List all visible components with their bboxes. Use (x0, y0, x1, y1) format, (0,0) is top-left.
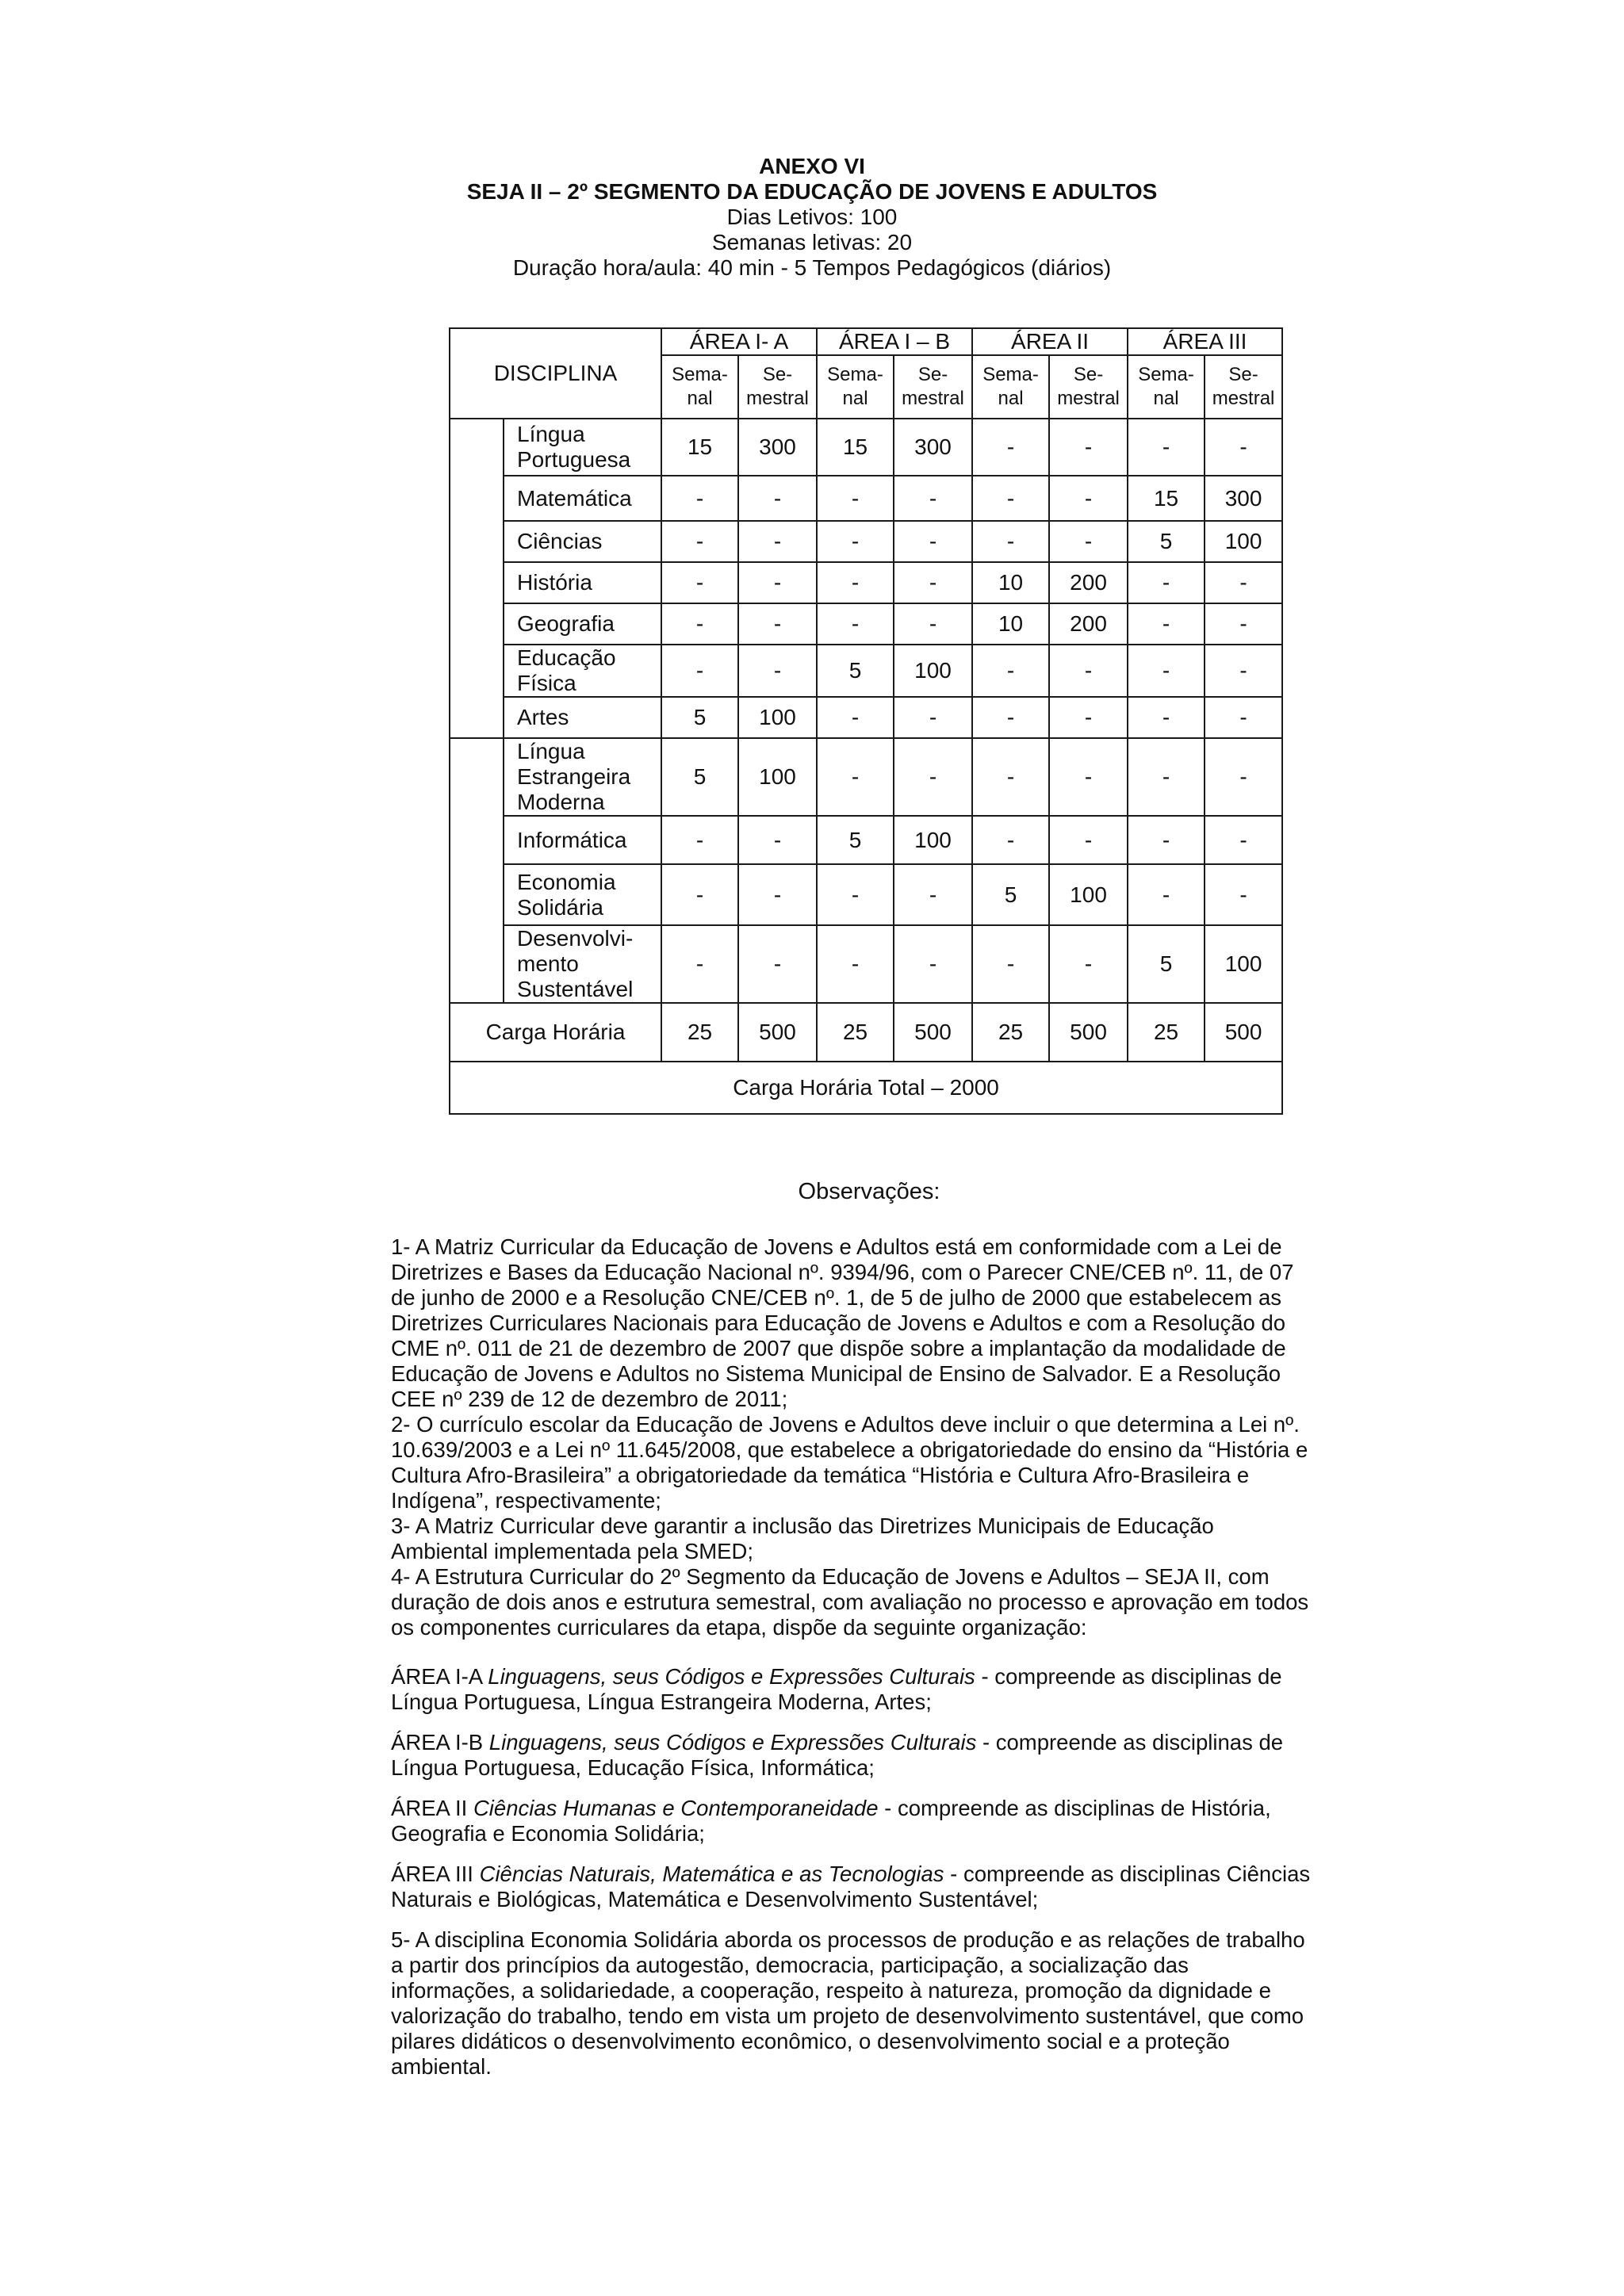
area-rest: - compreende as disciplinas Ciências Naturais e Biológicas, Matemática e Desenvolvimento Sustentável; (391, 1862, 1311, 1911)
hours-cell: - (1049, 925, 1128, 1003)
annex-subtitle: SEJA II – 2º SEGMENTO DA EDUCAÇÃO DE JOVENS E ADULTOS (466, 179, 1158, 204)
curriculum-matrix-table (449, 327, 1283, 1115)
hours-cell: - (738, 521, 817, 562)
discipline-name: Língua Estrangeira Moderna (504, 738, 661, 816)
hours-cell: - (1049, 476, 1128, 521)
semanal-subheader: Sema- nal (972, 355, 1049, 419)
table-row (450, 419, 1282, 476)
school-days: Dias Letivos: 100 (726, 205, 898, 229)
hours-cell: - (661, 521, 738, 562)
discipline-name: Artes (504, 697, 661, 738)
hours-cell: - (894, 476, 972, 521)
discipline-name: Informática (504, 816, 661, 864)
semanal-subheader: Sema- nal (1128, 355, 1205, 419)
area-definitions (391, 1664, 1331, 2080)
area-rest: - compreende as disciplinas de História, Geografia e Economia Solidária; (391, 1796, 1271, 1846)
discipline-name: Língua Portuguesa (504, 419, 661, 476)
table-row (450, 864, 1282, 925)
hours-cell: - (661, 645, 738, 697)
hours-cell: - (972, 738, 1049, 816)
hours-cell: - (661, 603, 738, 645)
observation-5-text: 5- A disciplina Economia Solidária aborda os processos de produção e as relações de trabalho a partir dos princípios da autogestão, democracia, participação, a socialização das informações, a solidariedade, a cooperação, respeito à natureza, promoção da dignidade e valorização do trabalho, tendo em vista um projeto de desenvolvimento sustentável, que como pilares didáticos o desenvolvimento econômico, o desenvolvimento social e a proteção ambiental. (391, 1927, 1305, 2079)
area-label: ÁREA I-A (391, 1664, 488, 1689)
area-rest: - compreende as disciplinas de Língua Portuguesa, Língua Estrangeira Moderna, Artes; (391, 1664, 1282, 1714)
hours-cell: - (894, 925, 972, 1003)
hours-cell: - (894, 562, 972, 603)
hours-cell: - (738, 562, 817, 603)
discipline-name: Economia Solidária (504, 864, 661, 925)
area-header: ÁREA I – B (817, 328, 972, 355)
hours-cell: 15 (1128, 476, 1205, 521)
discipline-name: Matemática (504, 476, 661, 521)
hours-cell: - (972, 697, 1049, 738)
hours-cell: - (1128, 697, 1205, 738)
area-header: ÁREA I- A (661, 328, 817, 355)
semanal-subheader: Sema- nal (661, 355, 738, 419)
hours-cell: 300 (738, 419, 817, 476)
hours-cell: 100 (894, 816, 972, 864)
hours-cell: - (738, 603, 817, 645)
observation-3-text: 3- A Matriz Curricular deve garantir a inclusão das Diretrizes Municipais de Educação Ambiental implementada pela SMED; (391, 1513, 1214, 1563)
observation-2-text: 2- O currículo escolar da Educação de Jovens e Adultos deve incluir o que determina a Lei nº. 10.639/2003 e a Lei nº 11.645/2008, que estabelece a obrigatoriedade do ensino da “História e Cultura Afro-Brasileira” a obrigatoriedade da temática “História e Cultura Afro-Brasileira e Indígena”, respectivamente; (391, 1412, 1308, 1513)
semestral-subheader: Se- mestral (1205, 355, 1282, 419)
hours-cell: - (817, 562, 894, 603)
school-weeks: Semanas letivas: 20 (711, 230, 913, 254)
hours-cell: 100 (738, 738, 817, 816)
discipline-name: Desenvolvi- mento Sustentável (504, 925, 661, 1003)
semanal-subheader: Sema- nal (817, 355, 894, 419)
hours-cell: - (738, 925, 817, 1003)
area-italic: Ciências Humanas e Contemporaneidade (473, 1796, 879, 1820)
carga-horaria-cell: 500 (894, 1003, 972, 1062)
discipline-name: Ciências (504, 521, 661, 562)
hours-cell: - (661, 476, 738, 521)
carga-horaria-cell: 25 (661, 1003, 738, 1062)
hours-cell: - (1205, 816, 1282, 864)
carga-horaria-cell: 500 (738, 1003, 817, 1062)
discipline-header: DISCIPLINA (450, 328, 661, 419)
hours-cell: - (972, 925, 1049, 1003)
hours-cell: - (1128, 864, 1205, 925)
class-duration: Duração hora/aula: 40 min - 5 Tempos Pedagógicos (diários) (512, 255, 1112, 280)
semestral-subheader: Se- mestral (738, 355, 817, 419)
area-rest: - compreende as disciplinas de Língua Portuguesa, Educação Física, Informática; (391, 1730, 1284, 1780)
hours-cell: - (1128, 603, 1205, 645)
hours-cell: - (738, 476, 817, 521)
area-header: ÁREA II (972, 328, 1128, 355)
table-row (450, 645, 1282, 697)
table-row (450, 738, 1282, 816)
hours-cell: - (894, 521, 972, 562)
hours-cell: - (1205, 419, 1282, 476)
hours-cell: - (1049, 521, 1128, 562)
hours-cell: - (1128, 645, 1205, 697)
hours-cell: - (1205, 645, 1282, 697)
hours-cell: - (817, 603, 894, 645)
area-label: ÁREA II (391, 1796, 473, 1820)
area-definition (391, 1862, 1331, 1912)
hours-cell: 300 (1205, 476, 1282, 521)
table-row (450, 476, 1282, 521)
hours-cell: - (1049, 816, 1128, 864)
hours-cell: - (1128, 419, 1205, 476)
hours-cell: - (894, 738, 972, 816)
carga-horaria-cell: 25 (817, 1003, 894, 1062)
hours-cell: - (1049, 738, 1128, 816)
hours-cell: - (1205, 697, 1282, 738)
hours-cell: 10 (972, 562, 1049, 603)
hours-cell: - (894, 864, 972, 925)
hours-cell: - (972, 645, 1049, 697)
hours-cell: 15 (661, 419, 738, 476)
hours-cell: - (1128, 738, 1205, 816)
group-base-nacional (450, 419, 504, 738)
area-definition (391, 1730, 1331, 1781)
area-label: ÁREA I-B (391, 1730, 489, 1755)
observation-4-text: 4- A Estrutura Curricular do 2º Segmento da Educação de Jovens e Adultos – SEJA II, com duração de dois anos e estrutura semestral, com avaliação no processo e aprovação em todos os componentes curriculares da etapa, dispõe da seguinte organização: (391, 1564, 1309, 1640)
area-definition (391, 1796, 1331, 1846)
carga-horaria-label: Carga Horária (450, 1003, 661, 1062)
hours-cell: 100 (1205, 925, 1282, 1003)
area-header: ÁREA III (1128, 328, 1282, 355)
hours-cell: - (738, 645, 817, 697)
hours-cell: - (1205, 603, 1282, 645)
annex-title: ANEXO VI (759, 154, 865, 178)
discipline-name: História (504, 562, 661, 603)
area-definition (391, 1664, 1331, 1715)
hours-cell: - (661, 925, 738, 1003)
hours-cell: 5 (661, 697, 738, 738)
hours-cell: 300 (894, 419, 972, 476)
hours-cell: - (817, 697, 894, 738)
hours-cell: 100 (1205, 521, 1282, 562)
hours-cell: - (894, 603, 972, 645)
hours-cell: 200 (1049, 562, 1128, 603)
table-row (450, 603, 1282, 645)
hours-cell: 100 (894, 645, 972, 697)
hours-cell: 5 (1128, 925, 1205, 1003)
observation-1-text: 1- A Matriz Curricular da Educação de Jovens e Adultos está em conformidade com a Lei de Diretrizes e Bases da Educação Nacional nº. 9394/96, com o Parecer CNE/CEB nº. 11, de 07 de junho de 2000 e a Resolução CNE/CEB nº. 1, de 5 de julho de 2000 que estabelecem as Diretrizes Curriculares Nacionais para Educação de Jovens e Adultos e com a Resolução do CME nº. 011 de 21 de dezembro de 2007 que dispõe sobre a implantação da modalidade de Educação de Jovens e Adultos no Sistema Municipal de Ensino de Salvador. E a Resolução CEE nº 239 de 12 de dezembro de 2011; (391, 1234, 1294, 1411)
observation-1 (391, 1234, 1331, 1640)
hours-cell: - (661, 864, 738, 925)
carga-horaria-row (450, 1003, 1282, 1062)
hours-cell: - (1049, 645, 1128, 697)
discipline-name: Geografia (504, 603, 661, 645)
area-italic: Linguagens, seus Códigos e Expressões Culturais (488, 1664, 975, 1689)
carga-horaria-cell: 25 (1128, 1003, 1205, 1062)
document-header (0, 154, 1624, 281)
semestral-subheader: Se- mestral (894, 355, 972, 419)
hours-cell: 5 (972, 864, 1049, 925)
hours-cell: 5 (1128, 521, 1205, 562)
hours-cell: - (1205, 864, 1282, 925)
hours-cell: - (817, 925, 894, 1003)
hours-cell: - (972, 521, 1049, 562)
hours-cell: - (1205, 738, 1282, 816)
hours-cell: 100 (738, 697, 817, 738)
hours-cell: - (817, 864, 894, 925)
hours-cell: - (972, 419, 1049, 476)
hours-cell: - (817, 521, 894, 562)
hours-cell: 10 (972, 603, 1049, 645)
hours-cell: - (1049, 697, 1128, 738)
table-row (450, 925, 1282, 1003)
carga-total-row (450, 1062, 1282, 1114)
table-header-row (450, 328, 1282, 355)
hours-cell: 5 (661, 738, 738, 816)
hours-cell: 100 (1049, 864, 1128, 925)
carga-horaria-total: Carga Horária Total – 2000 (450, 1062, 1282, 1114)
hours-cell: - (1128, 562, 1205, 603)
hours-cell: - (661, 816, 738, 864)
hours-cell: 5 (817, 816, 894, 864)
hours-cell: - (1049, 419, 1128, 476)
hours-cell: - (972, 816, 1049, 864)
hours-cell: - (738, 864, 817, 925)
area-italic: Linguagens, seus Códigos e Expressões Culturais (488, 1730, 977, 1755)
group-parte-diversificada (450, 738, 504, 1003)
discipline-name: Educação Física (504, 645, 661, 697)
hours-cell: 15 (817, 419, 894, 476)
table-row (450, 697, 1282, 738)
hours-cell: - (661, 562, 738, 603)
semestral-subheader: Se- mestral (1049, 355, 1128, 419)
hours-cell: - (817, 476, 894, 521)
carga-horaria-cell: 500 (1049, 1003, 1128, 1062)
area-italic: Ciências Naturais, Matemática e as Tecnologias (479, 1862, 944, 1886)
hours-cell: 200 (1049, 603, 1128, 645)
observations-title: Observações: (798, 1179, 940, 1204)
hours-cell: - (817, 738, 894, 816)
hours-cell: - (1128, 816, 1205, 864)
carga-horaria-cell: 500 (1205, 1003, 1282, 1062)
hours-cell: - (972, 476, 1049, 521)
hours-cell: - (738, 816, 817, 864)
hours-cell: - (894, 697, 972, 738)
area-label: ÁREA III (391, 1862, 480, 1886)
table-row (450, 521, 1282, 562)
table-row (450, 816, 1282, 864)
hours-cell: - (1205, 562, 1282, 603)
hours-cell: 5 (817, 645, 894, 697)
table-row (450, 562, 1282, 603)
carga-horaria-cell: 25 (972, 1003, 1049, 1062)
